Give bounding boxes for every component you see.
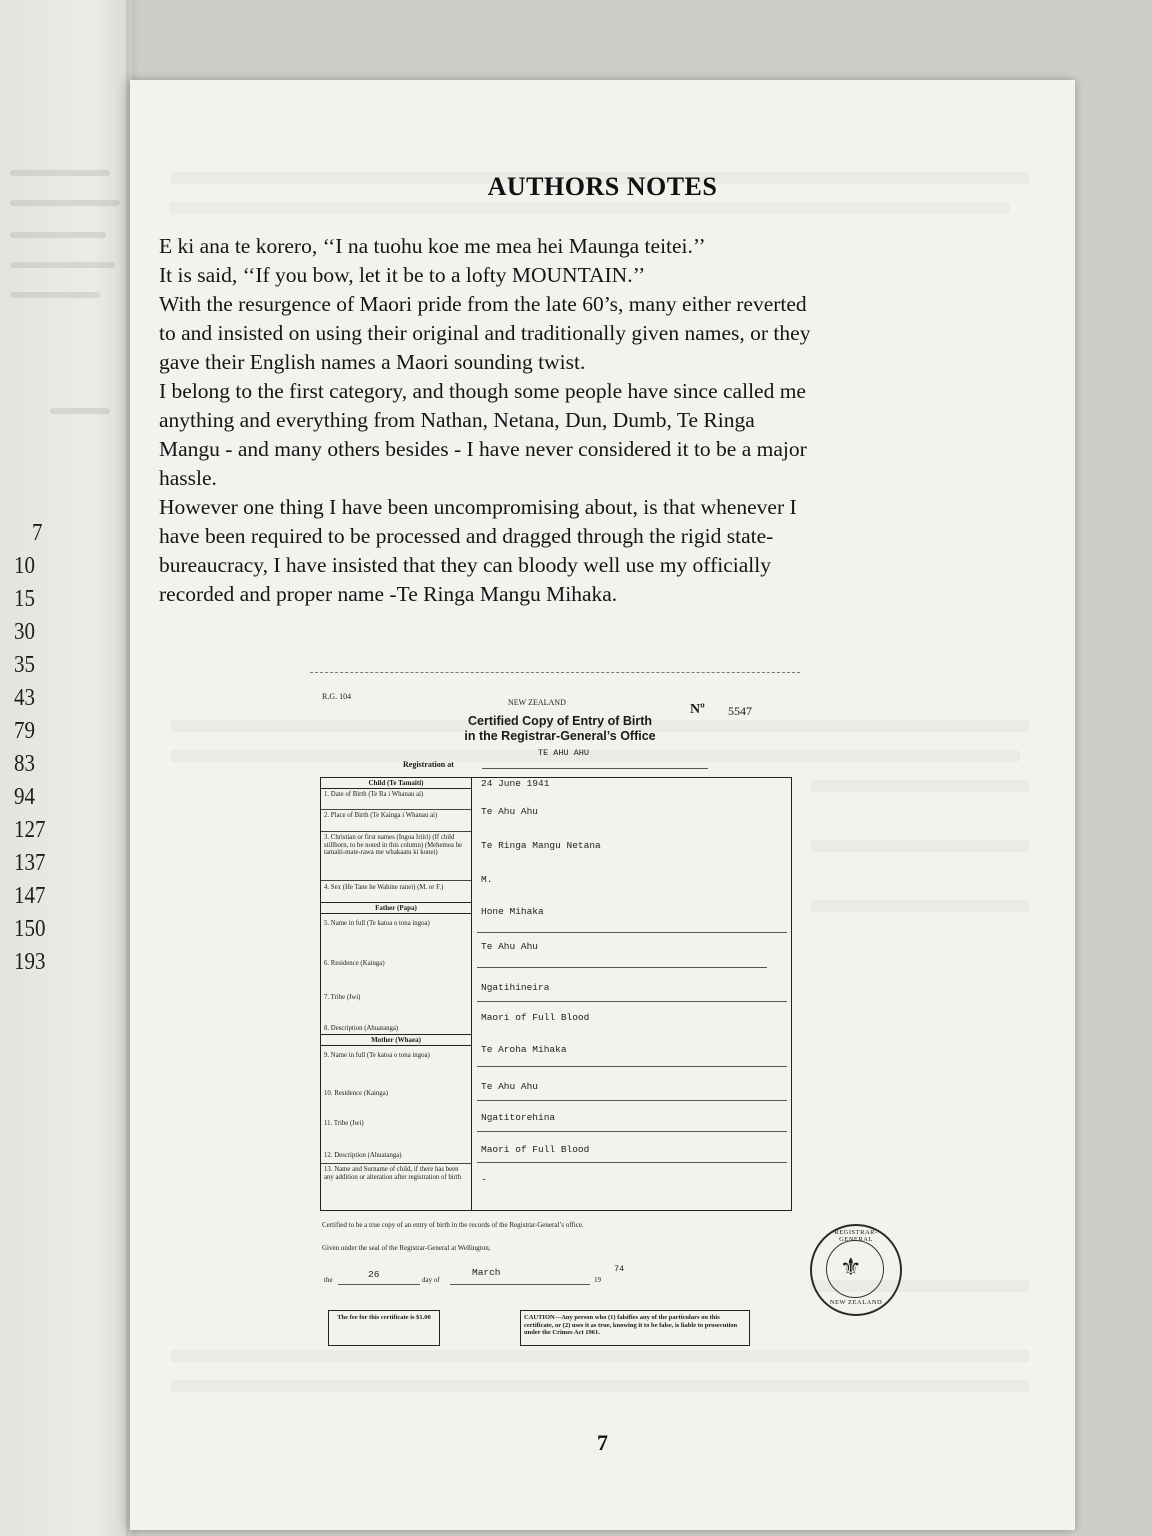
pob-value: Te Ahu Ahu — [481, 806, 539, 817]
official-seal — [810, 1224, 902, 1316]
value-line — [477, 1131, 787, 1132]
registration-line — [482, 768, 708, 769]
row-divider — [321, 880, 471, 881]
toc-number: 35 — [14, 650, 35, 678]
father-name-value: Hone Mihaka — [481, 906, 544, 917]
paragraph: However one thing I have been uncompromising about, is that whenever I have been required to be processed and dragged through the rigid state- bureaucracy, I have insisted that they can bloody well use my officially recorded and proper name -Te Ringa Mangu Mihaka. — [159, 495, 797, 606]
names-label: 3. Christian or first names (Ingoa Iriiri) (If child stillborn, to be noted in this column) (Mehemea he tamaiti-mate-rawa me whakaatu ki konei) — [324, 834, 462, 856]
toc-number: 137 — [14, 848, 46, 876]
alteration-label: 13. Name and Surname of child, if there has been any addition or alteration after registration of birth — [324, 1166, 462, 1181]
paragraph: I belong to the first category, and though some people have since called me anything and everything from Nathan, Netana, Dun, Dumb, Te Ringa Mangu - and many others besides - I have never considered it to be a major hassle. — [159, 379, 807, 490]
cut-line — [310, 672, 800, 673]
certificate-title-line: Certified Copy of Entry of Birth — [467, 714, 653, 728]
previous-page — [0, 0, 132, 1536]
mother-tribe-label: 11. Tribe (Iwi) — [324, 1120, 364, 1127]
father-residence-label: 6. Residence (Kainga) — [324, 960, 385, 967]
row-divider — [321, 809, 471, 810]
paragraph: E ki ana te korero, ‘‘I na tuohu koe me mea hei Maunga teitei.’’ — [159, 234, 706, 258]
value-line — [338, 1284, 420, 1285]
names-value: Te Ringa Mangu Netana — [481, 840, 601, 851]
page-number: 7 — [597, 1430, 608, 1455]
column-divider — [471, 778, 472, 1210]
father-description-value: Maori of Full Blood — [481, 1012, 590, 1023]
registration-label: Registration at — [403, 760, 454, 769]
toc-number: 10 — [14, 551, 35, 579]
paragraph: With the resurgence of Maori pride from the late 60’s, many either reverted to and insisted on using their original and traditionally given names, or they gave their English names a Maori sounding twist. — [159, 292, 811, 374]
dob-label: 1. Date of Birth (Te Ra i Whanau ai) — [324, 791, 424, 798]
sex-label: 4. Sex (He Tane he Wahine ranei) (M. or F.) — [324, 884, 444, 891]
toc-number: 7 — [32, 518, 43, 546]
birth-certificate — [310, 672, 930, 1336]
page-title: AUTHORS NOTES — [487, 172, 718, 201]
toc-number: 15 — [14, 584, 35, 612]
certificate-number: 5547 — [728, 704, 752, 718]
caution-box: CAUTION—Any person who (1) falsifies any of the particulars on this certificate, or (2) uses it as true, knowing it to be false, is liable to prosecution under the Crimes Act 1961. — [520, 1310, 750, 1346]
certificate-table — [320, 777, 792, 1211]
crest-icon: ⚜ — [840, 1255, 862, 1281]
seal-top-text: REGISTRAR-GENERAL — [834, 1229, 878, 1243]
form-code: R.G. 104 — [322, 692, 352, 701]
certificate-title — [430, 714, 690, 744]
toc-number: 94 — [14, 782, 35, 810]
toc-number: 127 — [14, 815, 46, 843]
mother-section-heading: Mother (Whaea) — [321, 1034, 471, 1046]
father-section-heading: Father (Papa) — [321, 902, 471, 914]
mother-description-label: 12. Description (Ahuatanga) — [324, 1152, 402, 1159]
toc-number: 83 — [14, 749, 35, 777]
toc-number: 147 — [14, 881, 46, 909]
value-line — [450, 1284, 590, 1285]
toc-number: 193 — [14, 947, 46, 975]
father-description-label: 8. Description (Ahuatanga) — [324, 1025, 399, 1032]
seal-bottom-text: NEW ZEALAND — [829, 1299, 883, 1306]
row-divider — [321, 831, 471, 832]
certificate-country: NEW ZEALAND — [508, 698, 566, 707]
alteration-value: - — [481, 1174, 487, 1185]
registration-value: TE AHU AHU — [538, 748, 590, 758]
day-of-label: day of — [422, 1276, 440, 1284]
body-text — [159, 232, 1029, 609]
value-line — [477, 967, 767, 968]
number-label: Nº — [690, 702, 705, 717]
row-divider — [321, 1163, 471, 1164]
year-prefix: 19 — [594, 1276, 601, 1284]
paragraph: It is said, ‘‘If you bow, let it be to a lofty MOUNTAIN.’’ — [159, 263, 646, 287]
given-under-seal: Given under the seal of the Registrar-General at Wellington, — [322, 1244, 491, 1252]
mother-name-label: 9. Name in full (Te katoa o tona ingoa) — [324, 1052, 430, 1059]
value-line — [477, 1001, 787, 1002]
toc-number: 79 — [14, 716, 35, 744]
toc-number: 150 — [14, 914, 46, 942]
certificate-day: 26 — [368, 1269, 380, 1280]
value-line — [477, 1066, 787, 1067]
father-residence-value: Te Ahu Ahu — [481, 941, 539, 952]
certificate-year: 74 — [614, 1264, 625, 1274]
father-tribe-value: Ngatihineira — [481, 982, 550, 993]
toc-number: 30 — [14, 617, 35, 645]
mother-description-value: Maori of Full Blood — [481, 1144, 590, 1155]
certificate-month: March — [472, 1267, 501, 1278]
child-section-heading: Child (Te Tamaiti) — [321, 777, 471, 789]
mother-name-value: Te Aroha Mihaka — [481, 1044, 567, 1055]
certified-statement: Certified to be a true copy of an entry of birth in the records of the Registrar-General’s office. — [322, 1221, 584, 1229]
the-label: the — [324, 1276, 333, 1284]
mother-residence-label: 10. Residence (Kainga) — [324, 1090, 388, 1097]
mother-residence-value: Te Ahu Ahu — [481, 1081, 539, 1092]
fee-box: The fee for this certificate is $1.00 — [328, 1310, 440, 1346]
dob-value: 24 June 1941 — [481, 778, 550, 789]
certificate-title-line: in the Registrar-General’s Office — [464, 729, 656, 743]
book-page — [130, 80, 1075, 1530]
pob-label: 2. Place of Birth (Te Kainga i Whanau ai) — [324, 812, 438, 819]
value-line — [477, 1100, 787, 1101]
toc-number: 43 — [14, 683, 35, 711]
father-name-label: 5. Name in full (Te katoa o tona ingoa) — [324, 920, 430, 927]
value-line — [477, 932, 787, 933]
father-tribe-label: 7. Tribe (Iwi) — [324, 994, 361, 1001]
mother-tribe-value: Ngatitorehina — [481, 1112, 556, 1123]
value-line — [477, 1162, 787, 1163]
sex-value: M. — [481, 874, 493, 885]
